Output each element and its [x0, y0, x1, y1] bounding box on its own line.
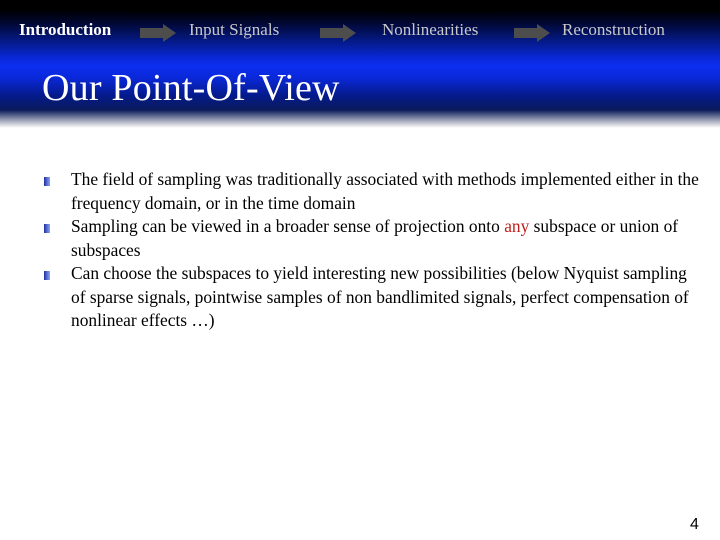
bullet-list: [0, 168, 720, 333]
bullet-text-continued: subspace or union of subspaces: [71, 216, 679, 260]
bullet-item: [0, 168, 701, 215]
bullet-item: [0, 262, 701, 333]
nav-item-nonlinearities[interactable]: Nonlinearities: [382, 20, 479, 39]
bullet-item: [0, 215, 701, 262]
bullet-text: Sampling can be viewed in a broader sense of projection onto: [71, 216, 505, 236]
right-arrow-icon: [320, 24, 356, 42]
slide-title: Our Point-Of-View: [42, 67, 340, 109]
nav-item-reconstruction[interactable]: Reconstruction: [562, 20, 665, 39]
nav-item-input-signals[interactable]: Input Signals: [189, 20, 280, 39]
right-arrow-icon: [514, 24, 550, 42]
highlighted-word: any: [504, 216, 530, 236]
bullet-text: The field of sampling was traditionally associated with methods implemented either in the frequency domain, or in the time domain: [71, 169, 699, 213]
square-bullet-icon: [44, 271, 50, 280]
right-arrow-icon: [140, 24, 176, 42]
slide-header: [0, 0, 720, 128]
page-number: 4: [690, 516, 699, 533]
square-bullet-icon: [44, 224, 50, 233]
bullet-text: Can choose the subspaces to yield interesting new possibilities (below Nyquist sampling of sparse signals, pointwise samples of non bandlimited signals, perfect compensation of nonlinear effects …): [71, 263, 689, 330]
square-bullet-icon: [44, 177, 50, 186]
nav-item-introduction[interactable]: Introduction: [19, 20, 112, 39]
